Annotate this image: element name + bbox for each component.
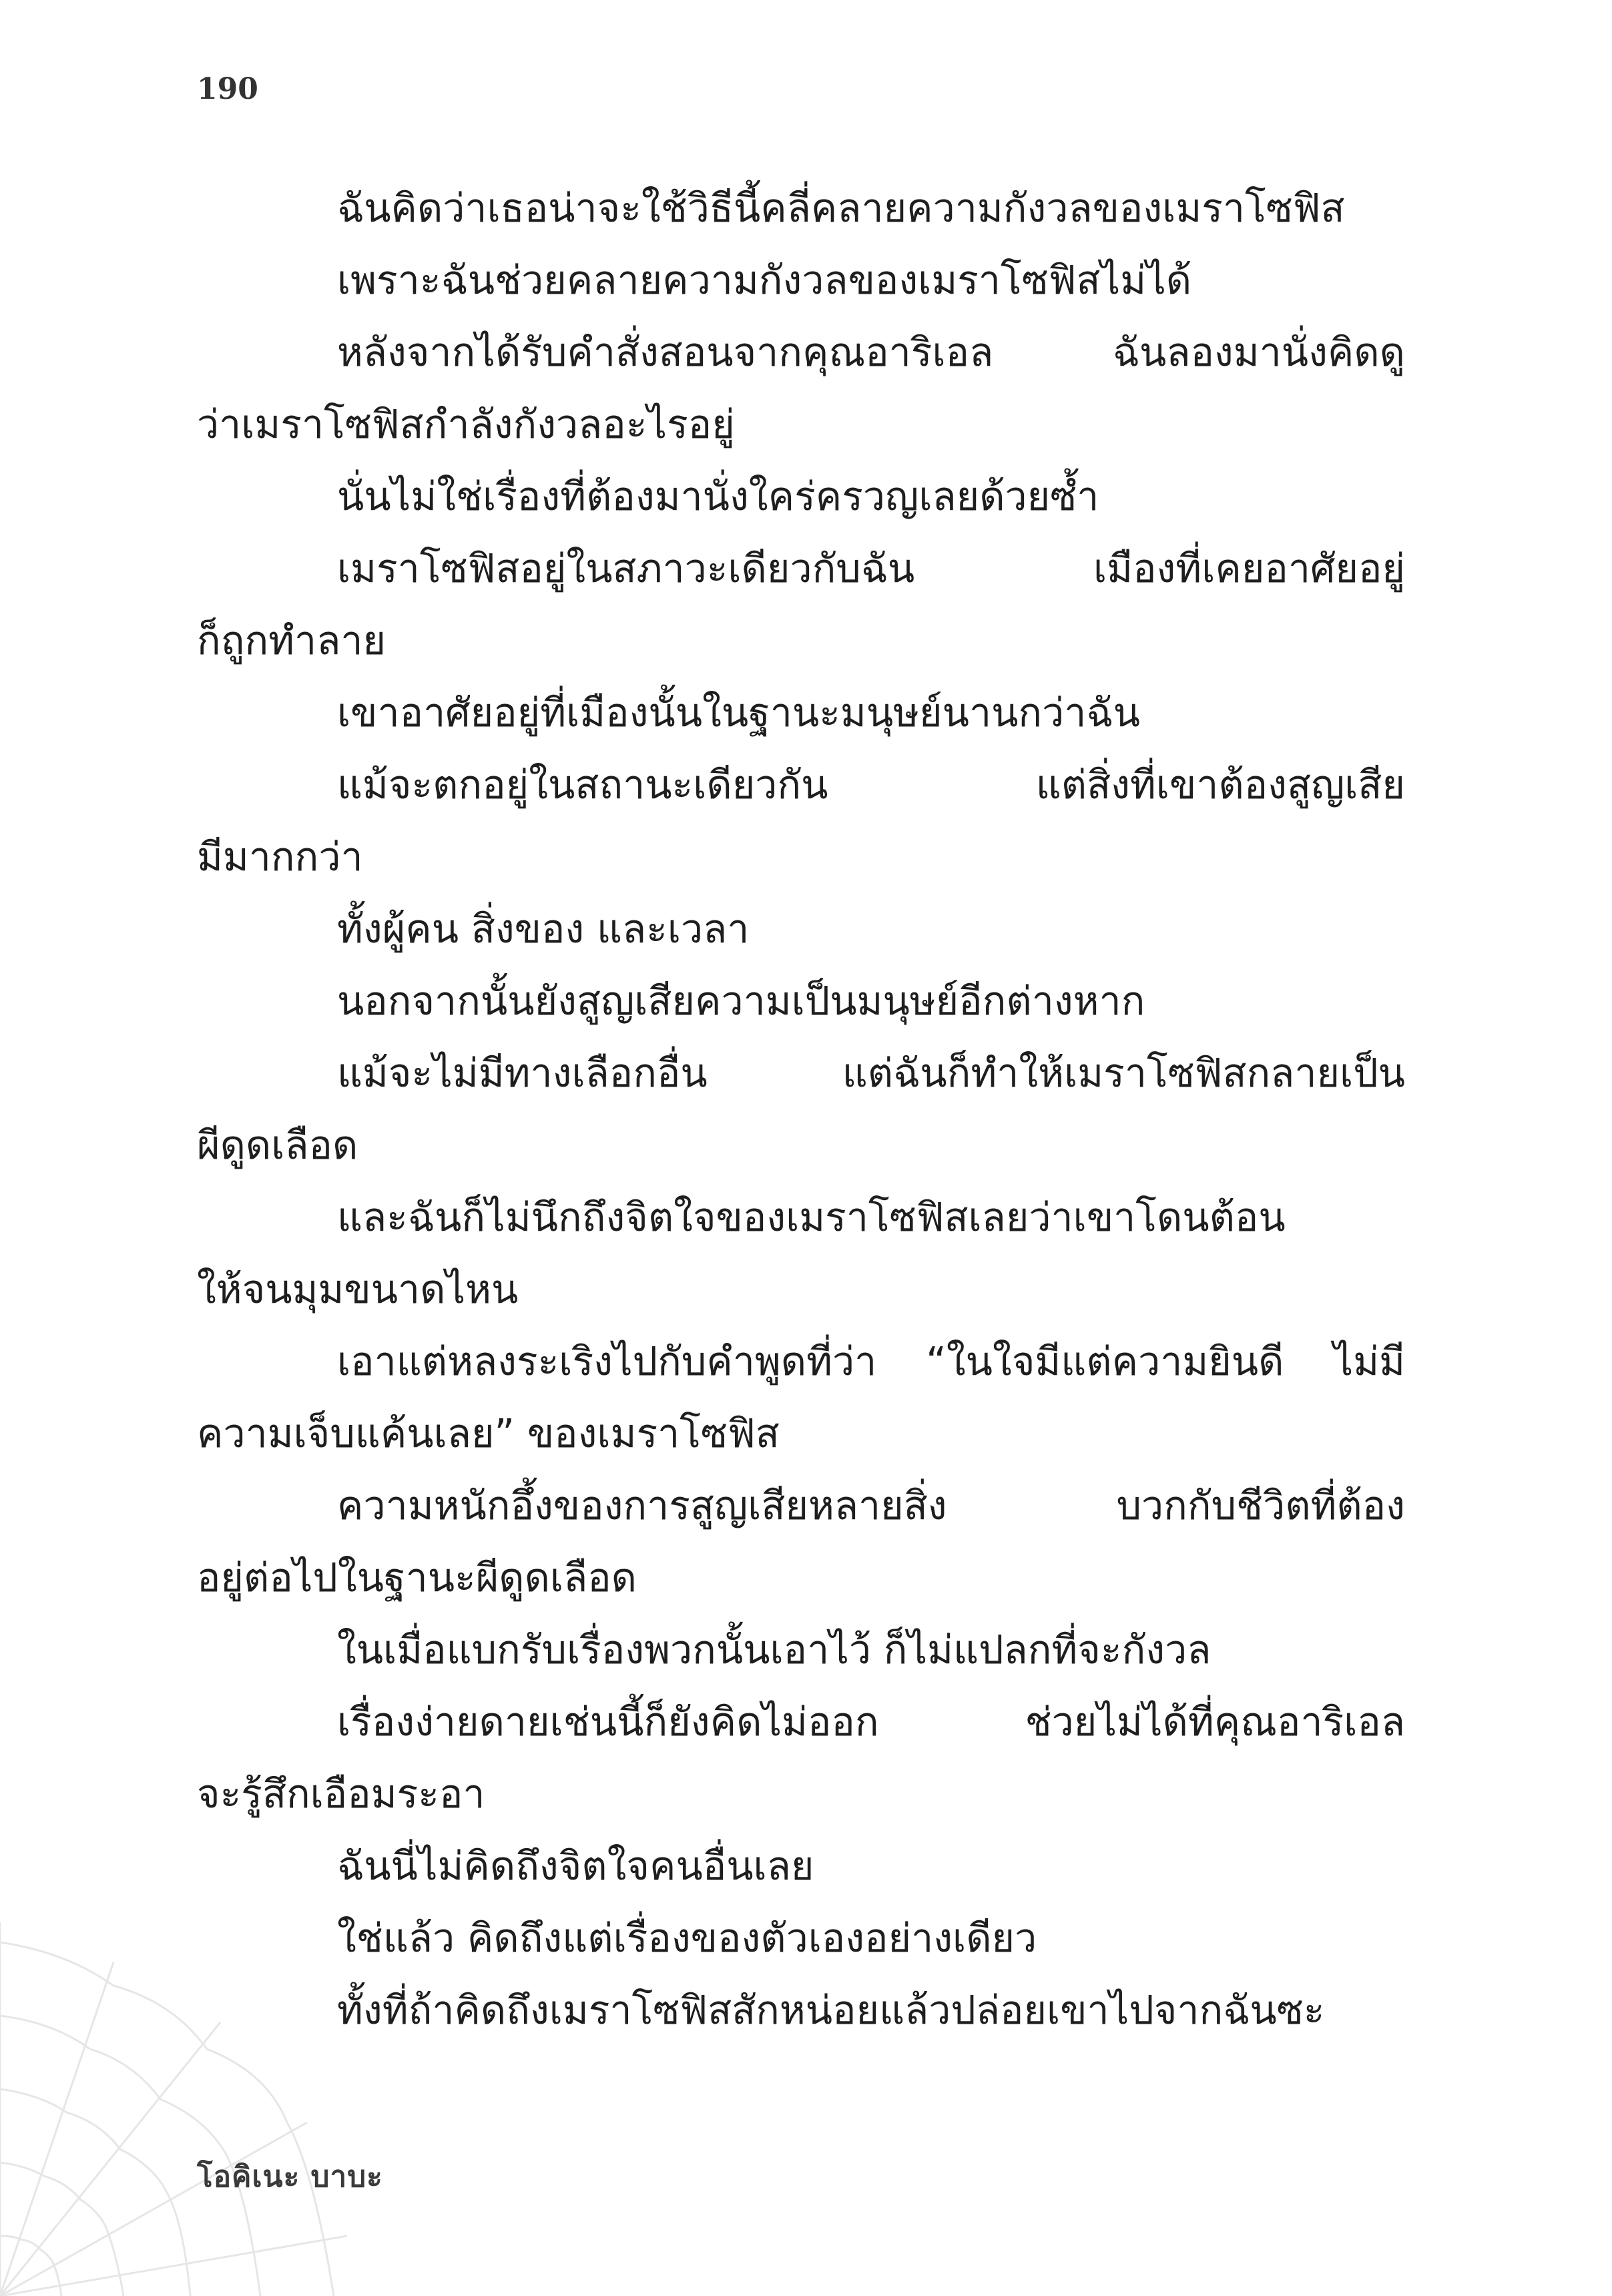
text-line: เรื่องง่ายดายเช่นนี้ก็ยังคิดไม่ออก ช่วยไม่ได้ที่คุณอาริเอล — [337, 1699, 1405, 1745]
body-text — [197, 172, 1405, 2046]
footer-book-title: โอคิเนะ บาบะ — [197, 2160, 383, 2194]
text-line: ฉันนี่ไม่คิดถึงจิตใจคนอื่นเลย — [337, 1843, 814, 1889]
text-line: แม้จะตกอยู่ในสถานะเดียวกัน แต่สิ่งที่เขาต้องสูญเสีย — [337, 762, 1405, 808]
text-line: ให้จนมุมขนาดไหน — [197, 1266, 519, 1312]
text-line: เอาแต่หลงระเริงไปกับคำพูดที่ว่า “ในใจมีแต่ความยินดี ไม่มี — [337, 1338, 1405, 1384]
text-line: ความเจ็บแค้นเลย” ของเมราโซฟิส — [197, 1410, 780, 1456]
text-line: จะรู้สึกเอือมระอา — [197, 1771, 485, 1817]
text-line: ใช่แล้ว คิดถึงแต่เรื่องของตัวเองอย่างเดียว — [337, 1915, 1037, 1961]
text-line: อยู่ต่อไปในฐานะผีดูดเลือด — [197, 1554, 637, 1601]
text-line: ทั้งผู้คน สิ่งของ และเวลา — [337, 906, 750, 952]
text-line: หลังจากได้รับคำสั่งสอนจากคุณอาริเอล ฉันลองมานั่งคิดดู — [337, 329, 1405, 375]
text-line: เขาอาศัยอยู่ที่เมืองนั้นในฐานะมนุษย์นานกว่าฉัน — [337, 689, 1140, 736]
text-line: เพราะฉันช่วยคลายความกังวลของเมราโซฟิสไม่ได้ — [337, 257, 1192, 303]
text-line: ความหนักอึ้งของการสูญเสียหลายสิ่ง บวกกับชีวิตที่ต้อง — [337, 1482, 1405, 1528]
text-line: และฉันก็ไม่นึกถึงจิตใจของเมราโซฟิสเลยว่าเขาโดนต้อน — [337, 1194, 1286, 1240]
page-number: 190 — [197, 72, 258, 106]
text-line: ว่าเมราโซฟิสกำลังกังวลอะไรอยู่ — [197, 401, 735, 447]
text-line: ก็ถูกทำลาย — [197, 617, 386, 663]
text-line: แม้จะไม่มีทางเลือกอื่น แต่ฉันก็ทำให้เมราโซฟิสกลายเป็น — [337, 1050, 1405, 1096]
text-line: ในเมื่อแบกรับเรื่องพวกนั้นเอาไว้ ก็ไม่แปลกที่จะกังวล — [337, 1627, 1212, 1673]
text-line: ทั้งที่ถ้าคิดถึงเมราโซฟิสสักหน่อยแล้วปล่อยเขาไปจากฉันซะ — [337, 1987, 1325, 2033]
text-line: มีมากกว่า — [197, 834, 363, 880]
text-line: เมราโซฟิสอยู่ในสภาวะเดียวกับฉัน เมืองที่เคยอาศัยอยู่ — [337, 545, 1405, 591]
text-line: นอกจากนั้นยังสูญเสียความเป็นมนุษย์อีกต่างหาก — [337, 978, 1145, 1024]
text-line: ผีดูดเลือด — [197, 1122, 358, 1168]
text-line: นั่นไม่ใช่เรื่องที่ต้องมานั่งใคร่ครวญเลยด้วยซ้ำ — [337, 473, 1099, 519]
text-line: ฉันคิดว่าเธอน่าจะใช้วิธีนี้คลี่คลายความกังวลของเมราโซฟิส — [337, 185, 1345, 231]
